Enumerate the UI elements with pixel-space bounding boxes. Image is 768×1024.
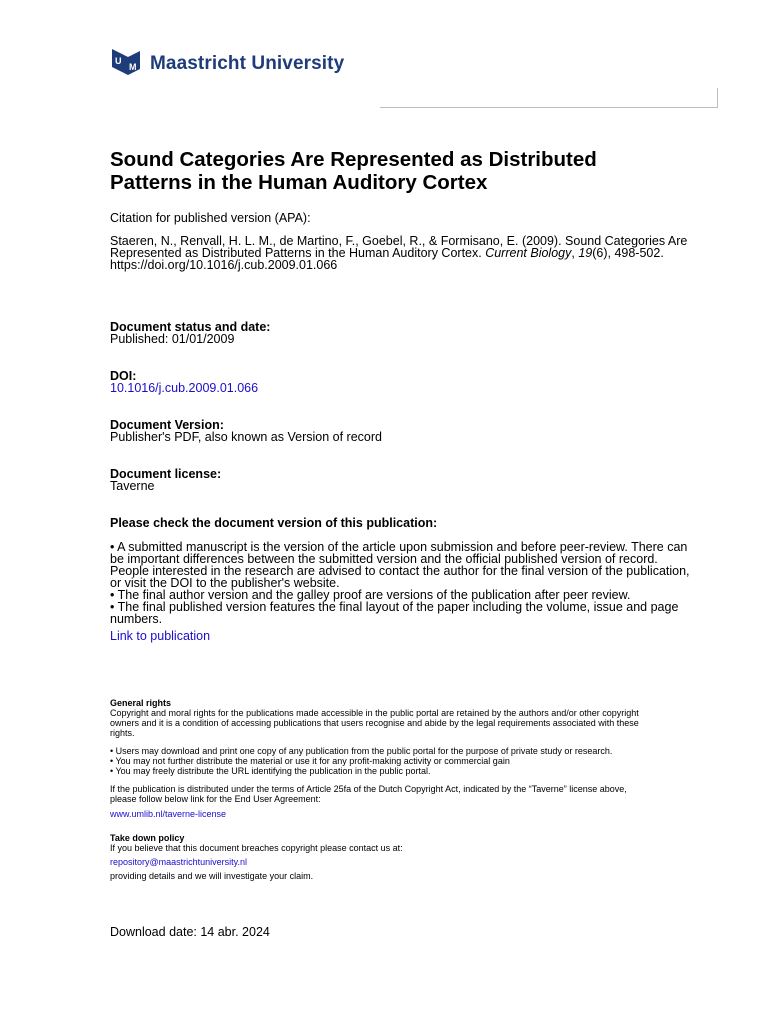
takedown-section [110, 833, 720, 881]
logo-letter-u: U [115, 56, 122, 66]
taverne-license-link[interactable]: www.umlib.nl/taverne-license [110, 809, 227, 819]
general-rights-heading: General rights [110, 698, 172, 708]
rights-text-line: Copyright and moral rights for the publications made accessible in the public portal are retained by the authors and/or other copyright [110, 708, 639, 718]
check-version-notes [110, 541, 720, 625]
title-line-1: Sound Categories Are Represented as Distributed [110, 148, 597, 171]
citation-doi-url[interactable]: https://doi.org/10.1016/j.cub.2009.01.066 [110, 258, 338, 272]
check-line: or visit the DOI to the publisher's website. [110, 576, 340, 590]
citation-journal: Current Biology [485, 246, 572, 260]
status-value: Published: 01/01/2009 [110, 332, 235, 346]
check-line: • The final published version features the final layout of the paper including the volume, issue and page [110, 600, 679, 614]
rights-text-line: rights. [110, 728, 135, 738]
citation-heading: Citation for published version (APA): [110, 211, 311, 225]
rights-note-line: If the publication is distributed under the terms of Article 25fa of the Dutch Copyright Act, indicated by the “Taverne” license above, [110, 784, 627, 794]
logo-letter-m: M [129, 62, 137, 72]
header-divider [380, 107, 718, 108]
citation-line-2-text: Represented as Distributed Patterns in the Human Auditory Cortex. [110, 246, 486, 260]
license-value: Taverne [110, 479, 155, 493]
check-line: • A submitted manuscript is the version of the article upon submission and before peer-review. There can [110, 540, 688, 554]
citation-block [110, 235, 720, 271]
version-value: Publisher's PDF, also known as Version of record [110, 430, 382, 444]
rights-article-note [110, 784, 720, 804]
check-line: numbers. [110, 612, 163, 626]
citation-line-1: Staeren, N., Renvall, H. L. M., de Martino, F., Goebel, R., & Formisano, E. (2009). Sound Categories Are [110, 234, 688, 248]
takedown-line: providing details and we will investigate your claim. [110, 871, 314, 881]
takedown-heading: Take down policy [110, 833, 185, 843]
download-date: Download date: 14 abr. 2024 [110, 925, 270, 939]
status-label: Document status and date: [110, 320, 271, 334]
rights-bullet: • Users may download and print one copy of any publication from the public portal for the purpose of private study or research. [110, 746, 613, 756]
general-rights-section [110, 698, 720, 819]
doi-label: DOI: [110, 369, 137, 383]
doi-link[interactable]: 10.1016/j.cub.2009.01.066 [110, 381, 259, 395]
cover-content [110, 148, 720, 938]
status-section [110, 321, 720, 345]
document-title [110, 148, 720, 194]
publication-link[interactable]: Link to publication [110, 629, 211, 643]
citation-pages: (6), 498-502. [592, 246, 664, 260]
rights-bullet: • You may not further distribute the material or use it for any profit-making activity or commercial gain [110, 756, 510, 766]
check-line: People interested in the research are advised to contact the author for the final version of the publication, [110, 564, 690, 578]
repository-email-link[interactable]: repository@maastrichtuniversity.nl [110, 857, 248, 867]
rights-note-line: please follow below link for the End User Agreement: [110, 794, 321, 804]
doi-section [110, 370, 720, 394]
university-name: Maastricht University [150, 52, 345, 74]
version-section [110, 419, 720, 443]
check-version-heading: Please check the document version of this publication: [110, 516, 438, 530]
rights-bullets [110, 746, 720, 776]
university-logo-icon [110, 47, 142, 79]
check-line: be important differences between the submitted version and the official published version of record. [110, 552, 658, 566]
title-line-2: Patterns in the Human Auditory Cortex [110, 171, 488, 194]
takedown-line: If you believe that this document breaches copyright please contact us at: [110, 843, 403, 853]
license-section [110, 468, 720, 492]
university-logo[interactable] [110, 47, 344, 79]
header-divider-vertical [717, 88, 718, 107]
rights-bullet: • You may freely distribute the URL identifying the publication in the public portal. [110, 766, 431, 776]
rights-text-line: owners and it is a condition of accessing publications that users recognise and abide by the legal requirements associated with these [110, 718, 639, 728]
check-line: • The final author version and the galley proof are versions of the publication after peer review. [110, 588, 631, 602]
citation-sep: , [571, 246, 579, 260]
license-label: Document license: [110, 467, 222, 481]
version-label: Document Version: [110, 418, 224, 432]
citation-volume: 19 [578, 246, 593, 260]
